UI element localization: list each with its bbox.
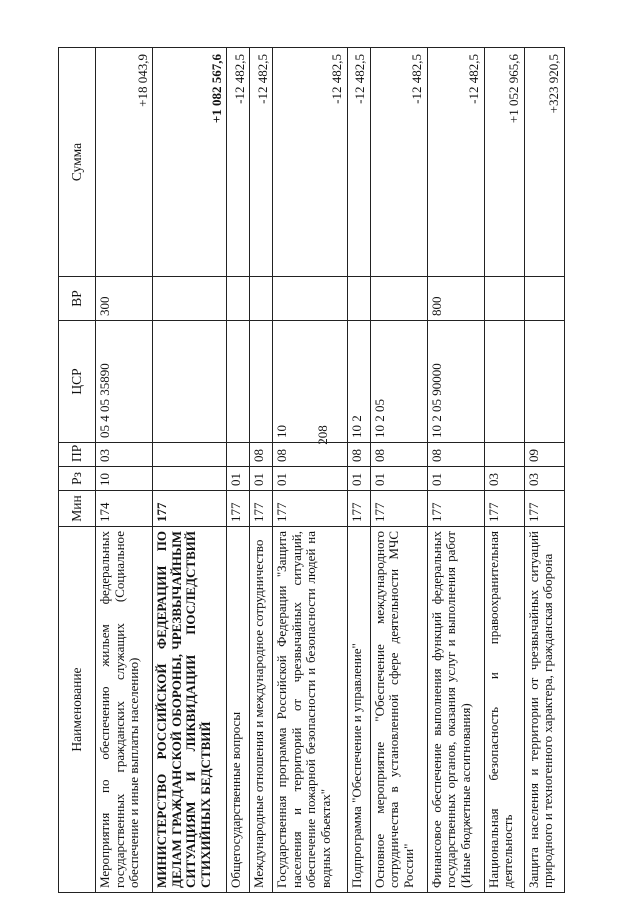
row-name: Общегосударственные вопросы: [227, 527, 250, 893]
row-csr: 05 4 05 35890: [96, 321, 153, 443]
row-csr: [153, 321, 227, 443]
row-vr: [484, 277, 524, 321]
row-min: 177: [153, 491, 227, 527]
row-vr: [347, 277, 370, 321]
page-number: 208: [315, 425, 330, 445]
row-csr: [524, 321, 564, 443]
row-csr: 10 2: [347, 321, 370, 443]
row-pr: 08: [273, 443, 347, 467]
row-vr: 800: [427, 277, 484, 321]
table-row: [250, 48, 273, 893]
row-rz: [153, 467, 227, 491]
row-csr: 10 2 05 90000: [427, 321, 484, 443]
row-name: Национальная безопасность и правоохранительная деятельность: [484, 527, 524, 893]
row-name: МИНИСТЕРСТВО РОССИЙСКОЙ ФЕДЕРАЦИИ ПО ДЕЛАМ ГРАЖДАНСКОЙ ОБОРОНЫ, ЧРЕЗВЫЧАЙНЫМ СИТУАЦИЯМ И ЛИКВИДАЦИИ ПОСЛЕДСТВИЙ СТИХИЙНЫХ БЕДСТВИЙ: [153, 527, 227, 893]
row-pr: 08: [370, 443, 427, 467]
row-pr: 03: [96, 443, 153, 467]
row-min: 177: [370, 491, 427, 527]
row-sum: -12 482,5: [370, 48, 427, 277]
budget-table: [58, 47, 565, 893]
header-pr: ПР: [59, 443, 96, 467]
table-row: [370, 48, 427, 893]
row-sum: -12 482,5: [227, 48, 250, 277]
row-rz: 10: [96, 467, 153, 491]
row-sum: -12 482,5: [427, 48, 484, 277]
row-pr: [484, 443, 524, 467]
row-rz: 03: [524, 467, 564, 491]
row-vr: [524, 277, 564, 321]
row-sum: -12 482,5: [250, 48, 273, 277]
row-sum: +18 043,9: [96, 48, 153, 277]
row-vr: [227, 277, 250, 321]
header-min: Мин: [59, 491, 96, 527]
header-sum: Сумма: [59, 48, 96, 277]
row-name: Основное мероприятие "Обеспечение международного сотрудничества в установленной сфере деятельности МЧС России": [370, 527, 427, 893]
header-row: [59, 48, 96, 893]
header-rz: Рз: [59, 467, 96, 491]
row-rz: 01: [273, 467, 347, 491]
row-vr: 300: [96, 277, 153, 321]
row-min: 177: [484, 491, 524, 527]
row-vr: [370, 277, 427, 321]
row-pr: [227, 443, 250, 467]
header-vr: ВР: [59, 277, 96, 321]
row-pr: 08: [427, 443, 484, 467]
row-rz: 01: [250, 467, 273, 491]
row-rz: 01: [427, 467, 484, 491]
header-name: Наименование: [59, 527, 96, 893]
row-name: Подпрограмма "Обеспечение и управление": [347, 527, 370, 893]
row-vr: [250, 277, 273, 321]
row-name: Международные отношения и международное сотрудничество: [250, 527, 273, 893]
row-csr: [227, 321, 250, 443]
table-row: [227, 48, 250, 893]
row-min: 177: [250, 491, 273, 527]
row-min: 177: [427, 491, 484, 527]
row-pr: 08: [250, 443, 273, 467]
row-csr: [484, 321, 524, 443]
row-min: 177: [524, 491, 564, 527]
row-rz: 03: [484, 467, 524, 491]
budget-table-rotated: [58, 48, 565, 893]
row-sum: +1 052 965,6: [484, 48, 524, 277]
header-csr: ЦСР: [59, 321, 96, 443]
row-sum: +323 920,5: [524, 48, 564, 277]
row-csr: 10: [273, 321, 347, 443]
budget-table-frame: [58, 48, 565, 893]
row-sum: +1 082 567,6: [153, 48, 227, 277]
row-min: 174: [96, 491, 153, 527]
row-name: Мероприятия по обеспечению жильем федеральных государственных гражданских служащих (Социальное обеспечение и иные выплаты населению): [96, 527, 153, 893]
table-row: [524, 48, 564, 893]
table-row: [484, 48, 524, 893]
row-vr: [273, 277, 347, 321]
table-row: [153, 48, 227, 893]
table-row: [273, 48, 347, 893]
table-row: [347, 48, 370, 893]
row-rz: 01: [370, 467, 427, 491]
row-csr: 10 2 05: [370, 321, 427, 443]
table-row: [96, 48, 153, 893]
row-rz: 01: [227, 467, 250, 491]
row-name: Государственная программа Российской Федерации "Защита населения и территорий от чрезвычайных ситуаций, обеспечение пожарной безопасности и безопасности людей на водных объектах": [273, 527, 347, 893]
row-pr: 09: [524, 443, 564, 467]
row-rz: 01: [347, 467, 370, 491]
row-pr: 08: [347, 443, 370, 467]
row-name: Финансовое обеспечение выполнения функций федеральных государственных органов, оказания услуг и выполнения работ (Иные бюджетные ассигнования): [427, 527, 484, 893]
table-row: [427, 48, 484, 893]
row-min: 177: [227, 491, 250, 527]
row-min: 177: [273, 491, 347, 527]
row-min: 177: [347, 491, 370, 527]
row-csr: [250, 321, 273, 443]
row-sum: -12 482,5: [347, 48, 370, 277]
row-vr: [153, 277, 227, 321]
row-name: Защита населения и территории от чрезвычайных ситуаций природного и техногенного характера, гражданская оборона: [524, 527, 564, 893]
row-pr: [153, 443, 227, 467]
row-sum: -12 482,5: [273, 48, 347, 277]
